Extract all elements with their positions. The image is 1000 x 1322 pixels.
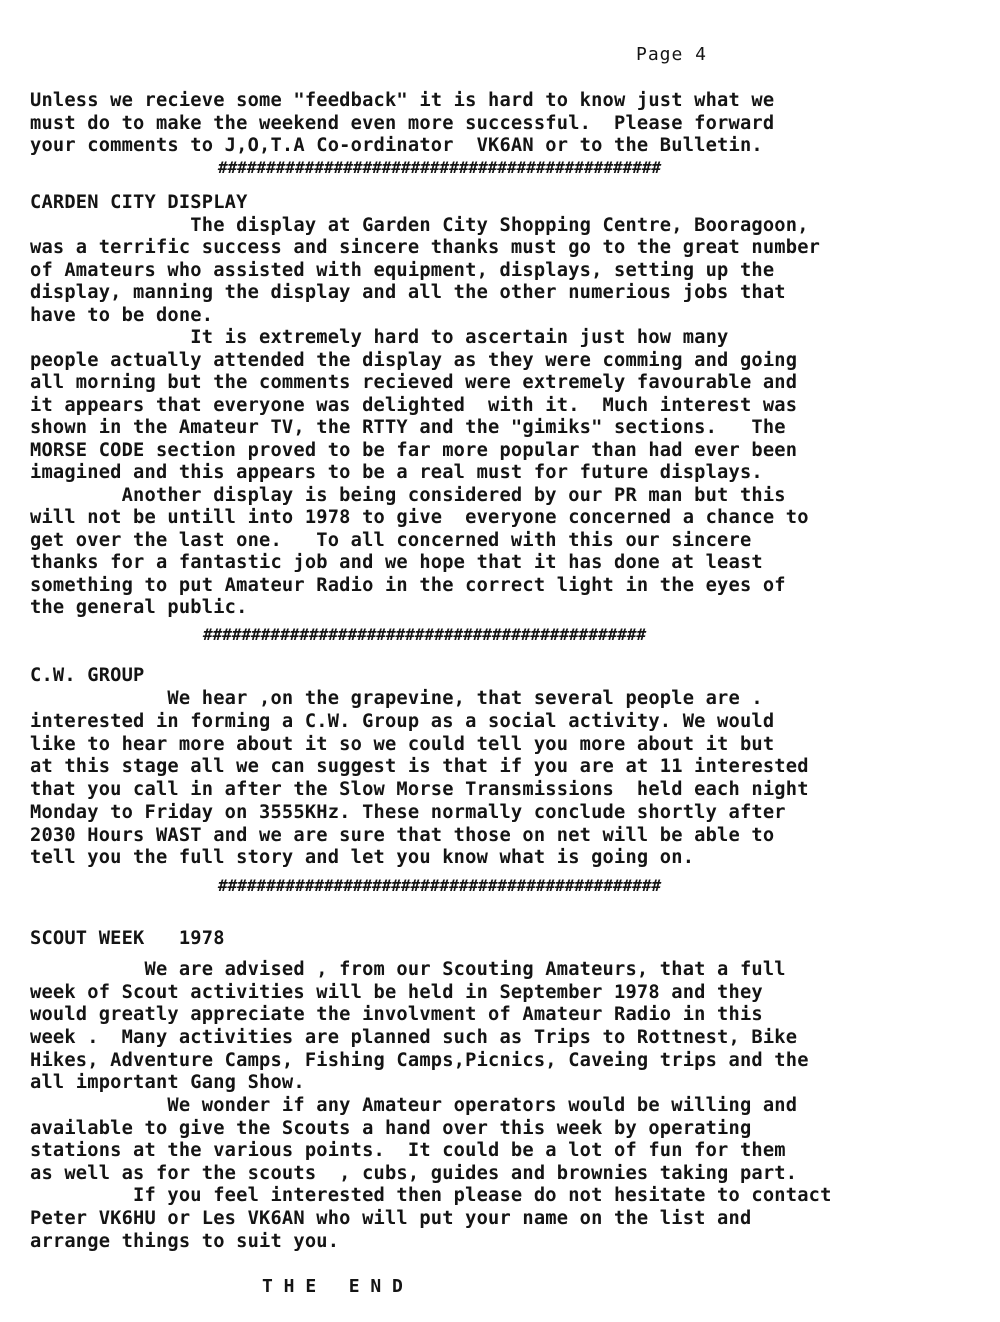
paragraph-line: have to be done.	[30, 305, 214, 326]
paragraph-line: MORSE CODE section proved to be far more popular than had ever been	[30, 440, 798, 461]
paragraph-line: at this stage all we can suggest is that if you are at 11 interested	[30, 756, 809, 777]
paragraph-line: week of Scout activities will be held in September 1978 and they	[30, 982, 763, 1003]
paragraph-line: arrange things to suit you.	[30, 1231, 340, 1252]
paragraph-line: We are advised , from our Scouting Amateurs, that a full	[30, 959, 786, 980]
paragraph-line: like to hear more about it so we could tell you more about it but	[30, 734, 775, 755]
paragraph-line: Another display is being considered by our PR man but this	[30, 485, 786, 506]
section-heading-cw-group: C.W. GROUP	[30, 665, 145, 686]
paragraph-line: as well as for the scouts , cubs, guides and brownies taking part.	[30, 1163, 798, 1184]
paragraph-line: would greatly appreciate the involvment of Amateur Radio in this	[30, 1004, 763, 1025]
paragraph-line: Hikes, Adventure Camps, Fishing Camps,Picnics, Caveing trips and the	[30, 1050, 809, 1071]
paragraph-line: get over the last one. To all concerned with this our sincere	[30, 530, 752, 551]
paragraph-line: something to put Amateur Radio in the correct light in the eyes of	[30, 575, 786, 596]
paragraph-line: Peter VK6HU or Les VK6AN who will put your name on the list and	[30, 1208, 752, 1229]
paragraph-line: Monday to Friday on 3555KHz. These normally conclude shortly after	[30, 802, 786, 823]
page-number: Page 4	[636, 44, 708, 65]
paragraph-line: all important Gang Show.	[30, 1072, 305, 1093]
section-heading-garden-city: CARDEN CITY DISPLAY	[30, 192, 248, 213]
section-heading-scout-week: SCOUT WEEK 1978	[30, 928, 225, 949]
paragraph-line: display, manning the display and all the other numerious jobs that	[30, 282, 786, 303]
paragraph-line: We wonder if any Amateur operators would be willing and	[30, 1095, 798, 1116]
paragraph-line: of Amateurs who assisted with equipment, displays, setting up the	[30, 260, 775, 281]
intro-line-2: must do to make the weekend even more successful. Please forward	[30, 113, 775, 134]
paragraph-line: 2030 Hours WAST and we are sure that those on net will be able to	[30, 825, 775, 846]
paragraph-line: If you feel interested then please do not hesitate to contact	[30, 1185, 832, 1206]
paragraph-line: shown in the Amateur TV, the RTTY and the "gimiks" sections. The	[30, 417, 786, 438]
paragraph-line: will not be untill into 1978 to give everyone concerned a chance to	[30, 507, 809, 528]
paragraph-line: was a terrific success and sincere thanks must go to the great number	[30, 237, 821, 258]
paragraph-line: imagined and this appears to be a real must for future displays.	[30, 462, 763, 483]
paragraph-line: it appears that everyone was delighted with it. Much interest was	[30, 395, 798, 416]
paragraph-line: interested in forming a C.W. Group as a social activity. We would	[30, 711, 775, 732]
paragraph-line: that you call in after the Slow Morse Transmissions held each night	[30, 779, 809, 800]
the-end: T H E E N D	[262, 1276, 403, 1297]
paragraph-line: available to give the Scouts a hand over this week by operating	[30, 1118, 752, 1139]
intro-line-1: Unless we recieve some "feedback" it is hard to know just what we	[30, 90, 775, 111]
paragraph-line: thanks for a fantastic job and we hope that it has done at least	[30, 552, 763, 573]
paragraph-line: The display at Garden City Shopping Centre, Booragoon,	[30, 215, 809, 236]
paragraph-line: tell you the full story and let you know what is going on.	[30, 847, 695, 868]
paragraph-line: the general public.	[30, 597, 248, 618]
paragraph-line: week . Many activities are planned such as Trips to Rottnest, Bike	[30, 1027, 798, 1048]
paragraph-line: all morning but the comments recieved were extremely favourable and	[30, 372, 798, 393]
paragraph-line: It is extremely hard to ascertain just how many	[30, 327, 729, 348]
paragraph-line: people actually attended the display as they were comming and going	[30, 350, 798, 371]
paragraph-line: We hear ,on the grapevine, that several people are .	[30, 688, 763, 709]
separator: ##############################################	[218, 158, 662, 177]
separator: ##############################################	[203, 625, 647, 644]
intro-line-3: your comments to J,O,T.A Co-ordinator VK6AN or to the Bulletin.	[30, 135, 763, 156]
paragraph-line: stations at the various points. It could be a lot of fun for them	[30, 1140, 786, 1161]
separator: ##############################################	[218, 876, 662, 895]
